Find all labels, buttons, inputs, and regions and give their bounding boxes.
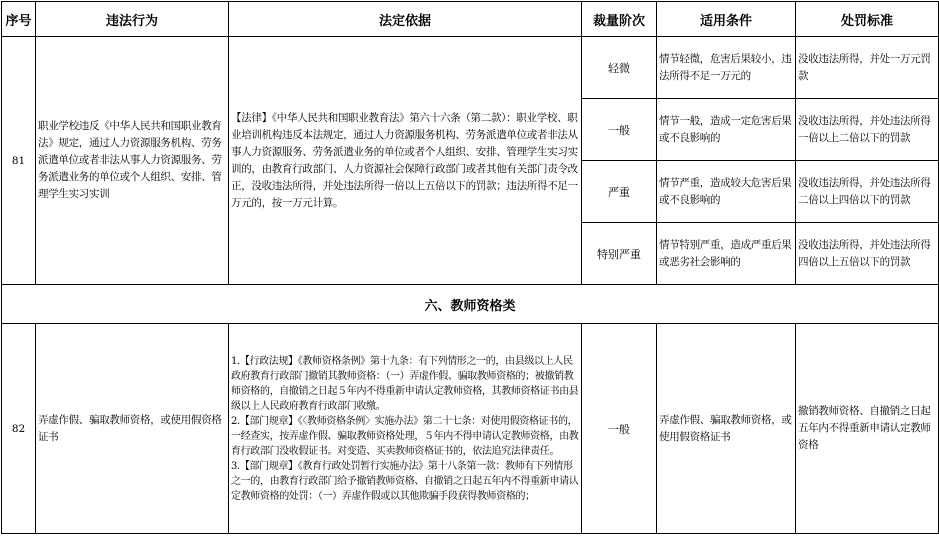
legal-basis-cell <box>229 324 582 534</box>
legal-basis-item: 3.【部门规章】《教育行政处罚暂行实施办法》第十八条第一款：教师有下列情形之一的，由教育行政部门给予撤销教师资格、自撤销之日起五年内不得重新申请认定教师资格的处罚：（一）弄虚作假或以其他欺骗手段获得教师资格的； <box>231 460 579 502</box>
section-row <box>2 285 939 324</box>
violation-cell: 弄虚作假、骗取教师资格，或使用假资格证书 <box>36 324 229 534</box>
header-condition: 适用条件 <box>657 2 796 37</box>
header-no: 序号 <box>2 2 36 37</box>
legal-basis-item: 2.【部门规章】《〈教师资格条例〉实施办法》第二十七条：对使用假资格证书的，一经查实，按弄虚作假、骗取教师资格处理，５年内不得申请认定教师资格，由教育行政部门没收假证书。对变造、买卖教师资格证书的，依法追究法律责任。 <box>231 415 579 457</box>
penalty-cell: 没收违法所得，并处违法所得四倍以上五倍以下的罚款 <box>796 223 939 285</box>
section-title: 六、教师资格类 <box>2 285 939 324</box>
level-cell: 一般 <box>582 324 657 534</box>
row-number: 82 <box>2 324 36 534</box>
legal-basis-item: 1.【行政法规】《教师资格条例》第十九条：有下列情形之一的，由县级以上人民政府教育行政部门撤销其教师资格：（一）弄虚作假、骗取教师资格的；被撤销教师资格的，自撤销之日起５年内不得重新申请认定教师资格，其教师资格证书由县级以上人民政府教育行政部门收缴。 <box>231 355 579 412</box>
condition-cell: 情节特别严重，造成严重后果或恶劣社会影响的 <box>657 223 796 285</box>
penalty-cell: 撤销教师资格、自撤销之日起五年内不得重新申请认定教师资格 <box>796 324 939 534</box>
level-cell: 特别严重 <box>582 223 657 285</box>
legal-basis-cell: 【法律】《中华人民共和国职业教育法》第六十六条（第二款）：职业学校、职业培训机构违反本法规定，通过人力资源服务机构、劳务派遣单位或者非法从事人力资源服务、劳务派遣业务的单位或者个人组织、安排、管理学生实习实训的，由教育行政部门、人力资源社会保障行政部门或者其他有关部门责令改正，没收违法所得，并处违法所得一倍以上五倍以下的罚款；违法所得不足一万元的，按一万元计算。 <box>229 37 582 285</box>
header-level: 裁量阶次 <box>582 2 657 37</box>
level-cell: 轻微 <box>582 37 657 99</box>
row-number: 81 <box>2 37 36 285</box>
header-penalty: 处罚标准 <box>796 2 939 37</box>
penalty-table <box>1 1 939 534</box>
table-row <box>2 324 939 534</box>
level-cell: 一般 <box>582 99 657 161</box>
table-row <box>2 37 939 99</box>
condition-cell: 弄虚作假、骗取教师资格，或使用假资格证书 <box>657 324 796 534</box>
condition-cell: 情节严重，造成较大危害后果或不良影响的 <box>657 161 796 223</box>
header-row <box>2 2 939 37</box>
penalty-cell: 没收违法所得，并处违法所得一倍以上二倍以下的罚款 <box>796 99 939 161</box>
violation-cell: 职业学校违反《中华人民共和国职业教育法》规定，通过人力资源服务机构、劳务派遣单位或者非法从事人力资源服务、劳务派遣业务的单位或个人组织、安排、管理学生实习实训 <box>36 37 229 285</box>
header-basis: 法定依据 <box>229 2 582 37</box>
condition-cell: 情节轻微，危害后果较小，违法所得不足一万元的 <box>657 37 796 99</box>
level-cell: 严重 <box>582 161 657 223</box>
penalty-cell: 没收违法所得，并处违法所得二倍以上四倍以下的罚款 <box>796 161 939 223</box>
penalty-cell: 没收违法所得，并处一万元罚款 <box>796 37 939 99</box>
condition-cell: 情节一般，造成一定危害后果或不良影响的 <box>657 99 796 161</box>
header-violation: 违法行为 <box>36 2 229 37</box>
